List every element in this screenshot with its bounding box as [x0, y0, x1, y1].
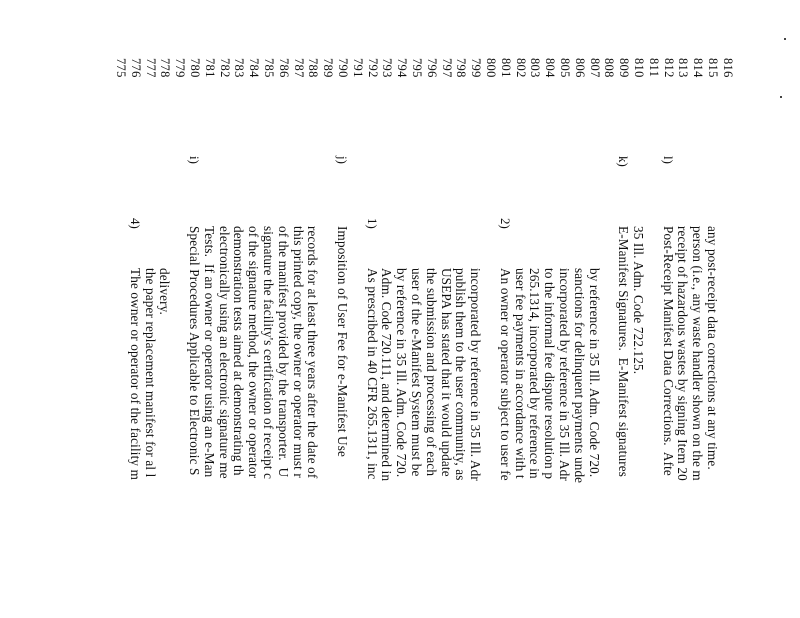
line-text: delivery.	[157, 268, 173, 315]
line-text: electronically using an electronic signature me	[216, 226, 232, 479]
line-text: An owner or operator subject to user fe	[497, 268, 513, 481]
line-number: 806	[572, 58, 587, 78]
document-line	[453, 0, 468, 618]
line-text: Special Procedures Applicable to Electronic S	[187, 226, 202, 476]
list-marker: l)	[660, 156, 676, 164]
document-line	[409, 0, 424, 618]
document-line	[217, 0, 232, 618]
document-line	[439, 0, 454, 618]
line-text: signature the facility's certification of receipt c	[261, 226, 276, 480]
line-number: 778	[158, 58, 173, 78]
list-marker: 2)	[497, 218, 513, 229]
scan-mark-top	[784, 38, 786, 40]
document-line	[276, 0, 291, 618]
line-number: 788	[306, 58, 321, 78]
line-number: 780	[188, 58, 202, 78]
document-line	[379, 0, 394, 618]
line-number: 792	[365, 58, 380, 78]
line-number: 783	[232, 58, 247, 78]
line-text: user of the e-Manifest System must be	[409, 268, 424, 477]
document-line	[690, 0, 705, 618]
line-number: 813	[676, 58, 691, 78]
line-text: the submission and processing of each	[423, 268, 439, 477]
line-number: 795	[410, 58, 424, 78]
line-text: sanctions for delinquent payments unde	[571, 268, 587, 484]
line-text: by reference in 35 Ill. Adm. Code 720.	[394, 268, 410, 478]
document-line	[424, 0, 439, 618]
line-number: 786	[276, 58, 291, 78]
line-number: 782	[217, 58, 232, 78]
line-number: 801	[498, 58, 513, 78]
line-text: publish them to the user community, as	[453, 268, 469, 481]
line-text: records for at least three years after the date of	[305, 226, 321, 479]
document-line	[527, 0, 542, 618]
document-line	[557, 0, 572, 618]
document-line	[705, 0, 720, 618]
line-text: incorporated by reference in 35 Ill. Adr	[468, 268, 484, 481]
document-line	[572, 0, 587, 618]
line-number: 808	[602, 58, 617, 78]
document-line	[394, 0, 409, 618]
list-marker: k)	[616, 156, 632, 167]
document-line	[202, 0, 217, 618]
line-number: 793	[380, 58, 395, 78]
list-marker: i)	[187, 156, 202, 164]
line-number: 791	[350, 58, 365, 78]
line-number: 789	[321, 58, 336, 78]
line-text: receipt of hazardous wastes by signing Item 20	[675, 226, 691, 481]
line-number: 794	[395, 58, 410, 78]
line-number: 809	[617, 58, 632, 78]
line-number: 814	[691, 58, 706, 78]
line-text: incorporated by reference in 35 Ill. Adr	[557, 268, 572, 481]
line-number: 796	[424, 58, 439, 78]
line-number: 775	[114, 58, 128, 78]
line-text: this printed copy, the owner or operator must r	[290, 226, 306, 478]
document-line	[587, 0, 602, 618]
line-text: 35 Ill. Adm. Code 722.125.	[631, 226, 646, 375]
line-number: 776	[128, 58, 143, 78]
line-text: to the informal fee dispute resolution p	[542, 268, 558, 480]
line-text: person (i.e., any waste handler shown on the m	[690, 226, 706, 481]
line-text: any post-receipt data corrections at any time.	[705, 226, 720, 470]
line-number: 803	[528, 58, 543, 78]
line-text: 265.1314, incorporated by reference in	[527, 268, 543, 479]
document-line	[542, 0, 557, 618]
line-text: USEPA has stated that it would update	[438, 268, 454, 477]
line-number: 804	[543, 58, 558, 78]
line-number: 779	[173, 58, 188, 78]
document-line	[231, 0, 246, 618]
line-number: 784	[247, 58, 262, 78]
line-text: As prescribed in 40 CFR 265.1311, inc	[364, 268, 380, 480]
line-text: The owner or operator of the facility m	[127, 268, 143, 481]
document-line	[661, 0, 676, 618]
line-text: of the signature method, the owner or operator	[246, 226, 262, 479]
line-number: 781	[202, 58, 217, 78]
document-line	[143, 0, 158, 618]
line-text: Tests. If an owner or operator using an e-Man	[201, 226, 217, 478]
scan-mark-bottom	[780, 96, 782, 98]
line-number: 811	[646, 58, 661, 78]
line-text: Post-Receipt Manifest Data Corrections. Afte	[660, 226, 676, 476]
line-text: user fee payments in accordance with t	[512, 268, 528, 479]
line-number: 812	[661, 58, 676, 78]
line-number: 799	[469, 58, 484, 78]
line-text: demonstration tests aimed at demonstrating th	[231, 226, 247, 476]
document-line	[720, 0, 735, 618]
line-number: 797	[439, 58, 454, 78]
line-number: 807	[587, 58, 602, 78]
document-line	[468, 0, 483, 618]
list-marker: 4)	[127, 218, 143, 229]
line-number: 798	[454, 58, 469, 78]
document-line	[172, 0, 187, 618]
document-line	[616, 0, 631, 618]
line-number: 790	[336, 58, 350, 78]
document-line	[483, 0, 498, 618]
document-line	[113, 0, 128, 618]
document-line	[320, 0, 335, 618]
line-number: 815	[706, 58, 720, 78]
document-line	[350, 0, 365, 618]
line-text: Imposition of User Fee for e-Manifest Use	[335, 226, 350, 458]
line-number: 810	[632, 58, 646, 78]
document-line	[305, 0, 320, 618]
document-line	[498, 0, 513, 618]
document-line	[646, 0, 661, 618]
list-marker: j)	[335, 156, 350, 164]
line-number: 787	[291, 58, 306, 78]
line-text: E-Manifest Signatures. E-Manifest signatures	[616, 226, 632, 478]
document-line	[365, 0, 380, 618]
list-marker: 1)	[364, 218, 380, 229]
document-line	[261, 0, 276, 618]
document-line	[675, 0, 690, 618]
line-number: 800	[484, 58, 498, 78]
line-number: 777	[143, 58, 158, 78]
document-line	[335, 0, 350, 618]
line-text: Adm. Code 720.111, and determined in	[379, 268, 395, 482]
document-line	[291, 0, 306, 618]
line-number: 802	[513, 58, 528, 78]
document-line	[513, 0, 528, 618]
document-line	[631, 0, 646, 618]
document-line	[601, 0, 616, 618]
document-line	[128, 0, 143, 618]
line-text: of the manifest provided by the transporter. U	[275, 226, 291, 478]
line-number: 805	[558, 58, 572, 78]
line-number: 816	[720, 58, 735, 78]
document-line	[187, 0, 202, 618]
line-text: by reference in 35 Ill. Adm. Code 720.	[586, 268, 602, 478]
line-text: the paper replacement manifest for al l	[142, 268, 158, 478]
document-line	[157, 0, 172, 618]
line-number: 785	[262, 58, 276, 78]
document-line	[246, 0, 261, 618]
